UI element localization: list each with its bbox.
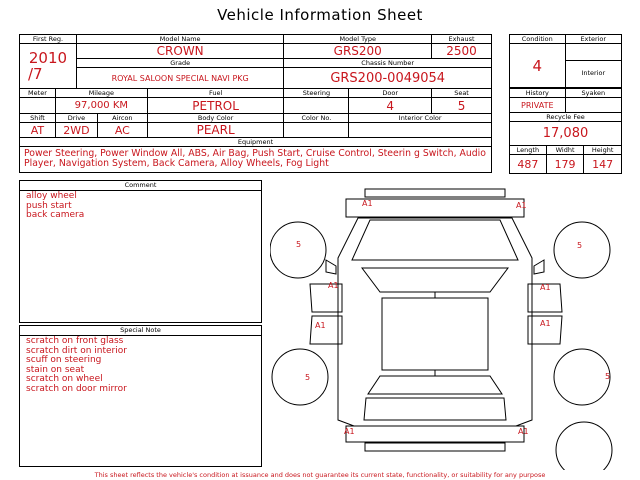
exhaust-value: 2500 xyxy=(432,44,492,59)
recycle-label: Recycle Fee xyxy=(510,113,622,122)
syaken-label: Syaken xyxy=(565,89,621,98)
note-item: scratch dirt on interior xyxy=(26,345,127,356)
rear-window-outline xyxy=(368,376,502,394)
damage-mark-5: 5 xyxy=(305,373,311,382)
steering-label: Steering xyxy=(284,89,349,98)
comment-label: Comment xyxy=(20,181,261,191)
recycle-value: 17,080 xyxy=(510,122,622,146)
length-value: 487 xyxy=(510,155,547,174)
history-table xyxy=(509,88,622,174)
spare-wheel-icon xyxy=(556,422,612,470)
meter-label: Meter xyxy=(20,89,56,98)
roof-outline xyxy=(382,298,488,370)
interior-color-label: Interior Color xyxy=(349,114,492,123)
model-name-value: CROWN xyxy=(76,44,283,59)
body-color-label: Body Color xyxy=(147,114,284,123)
wheel-front-left-icon xyxy=(270,222,326,278)
damage-mark-a1: A1 xyxy=(328,281,339,290)
damage-mark-a1: A1 xyxy=(540,319,551,328)
rear-bumper-outline xyxy=(346,426,524,442)
first-reg-month: /7 xyxy=(28,65,43,83)
wheel-front-right-icon xyxy=(554,222,610,278)
fuel-label: Fuel xyxy=(147,89,284,98)
chassis-label: Chassis Number xyxy=(284,59,492,68)
seat-value: 5 xyxy=(432,98,492,114)
damage-mark-5: 5 xyxy=(577,241,583,250)
condition-table xyxy=(509,34,622,88)
right-mirror-icon xyxy=(534,260,544,274)
note-item: scratch on wheel xyxy=(26,374,103,384)
special-note-list xyxy=(20,336,261,394)
damage-mark-a1: A1 xyxy=(344,427,355,436)
fuel-value: PETROL xyxy=(147,98,284,114)
damage-mark-a1: A1 xyxy=(518,427,529,436)
door-value: 4 xyxy=(349,98,432,114)
wheel-rear-right-icon xyxy=(554,349,610,405)
first-reg-label: First Reg. xyxy=(20,35,77,44)
width-label: Widht xyxy=(546,146,584,155)
note-item: scratch on door mirror xyxy=(26,383,127,394)
door-label: Door xyxy=(349,89,432,98)
damage-mark-a1: A1 xyxy=(540,283,551,292)
front-bumper-lower-outline xyxy=(346,199,524,217)
syaken-value xyxy=(565,98,621,113)
hood-outline xyxy=(352,220,518,260)
seat-label: Seat xyxy=(432,89,492,98)
model-type-value: GRS200 xyxy=(284,44,432,59)
disclaimer-footer: This sheet reflects the vehicle's condition at issuance and does not guarantee its current state, functionality, or suitability for any purpose xyxy=(94,471,546,479)
meter-value xyxy=(20,98,56,114)
damage-mark-5: 5 xyxy=(296,240,302,249)
drive-value: 2WD xyxy=(55,123,97,138)
windshield-outline xyxy=(362,268,508,292)
chassis-value: GRS200-0049054 xyxy=(284,68,492,89)
history-label: History xyxy=(510,89,566,98)
length-label: Length xyxy=(510,146,547,155)
note-item: scuff on steering xyxy=(26,355,102,365)
comment-item: alloy wheel xyxy=(26,191,77,201)
trunk-outline xyxy=(364,398,506,420)
shift-value: AT xyxy=(20,123,56,138)
wheel-rear-left-icon xyxy=(272,349,328,405)
sheet-title: Vehicle Information Sheet xyxy=(217,6,423,24)
condition-label: Condition xyxy=(510,35,566,44)
first-reg-year: 2010 xyxy=(28,49,68,67)
height-label: Height xyxy=(584,146,622,155)
equipment-box xyxy=(19,146,492,173)
damage-mark-a1: A1 xyxy=(516,201,527,210)
comment-box xyxy=(19,180,262,323)
comment-item: push start xyxy=(26,200,72,211)
note-item: stain on seat xyxy=(26,364,85,375)
rear-bumper-lower-outline xyxy=(365,443,505,451)
body-color-value: PEARL xyxy=(147,123,284,138)
note-item: scratch on front glass xyxy=(26,336,124,346)
grade-value: ROYAL SALOON SPECIAL NAVI PKG xyxy=(76,68,283,89)
steering-value xyxy=(284,98,349,114)
model-name-label: Model Name xyxy=(76,35,283,44)
exhaust-label: Exhaust xyxy=(432,35,492,44)
interior-color-value xyxy=(349,123,492,138)
specs-table xyxy=(19,88,492,147)
mileage-value: 97,000 KM xyxy=(55,98,147,114)
drive-label: Drive xyxy=(55,114,97,123)
first-reg-value xyxy=(20,44,77,89)
car-damage-diagram xyxy=(270,180,622,470)
model-type-label: Model Type xyxy=(284,35,432,44)
shift-label: Shift xyxy=(20,114,56,123)
aircon-label: Aircon xyxy=(97,114,147,123)
damage-mark-a1: A1 xyxy=(362,199,373,208)
damage-mark-a1: A1 xyxy=(315,321,326,330)
history-value: PRIVATE xyxy=(510,98,566,113)
aircon-value: AC xyxy=(97,123,147,138)
special-note-label: Special Note xyxy=(20,326,261,336)
equipment-value: Power Steering, Power Window All, ABS, Air Bag, Push Start, Cruise Control, Steerin g Switch, Audio Player, Navigation System, Back Camera, Alloy Wheels, Fog Light xyxy=(24,148,486,169)
interior-label: Interior xyxy=(565,61,621,88)
left-mirror-icon xyxy=(326,260,336,274)
special-note-box xyxy=(19,325,262,467)
color-no-value xyxy=(284,123,349,138)
car-body-outline xyxy=(338,218,532,426)
comment-list xyxy=(20,191,261,221)
color-no-label: Color No. xyxy=(284,114,349,123)
grade-label: Grade xyxy=(76,59,283,68)
mileage-label: Mileage xyxy=(55,89,147,98)
header-table xyxy=(19,34,492,89)
exterior-label: Exterior xyxy=(565,35,621,44)
width-value: 179 xyxy=(546,155,584,174)
damage-mark-5: 5 xyxy=(605,372,611,381)
exterior-value xyxy=(565,44,621,61)
condition-value: 4 xyxy=(510,44,566,88)
height-value: 147 xyxy=(584,155,622,174)
equipment-label: Equipment xyxy=(20,138,492,147)
front-bumper-outline xyxy=(365,189,505,197)
comment-item: back camera xyxy=(26,210,85,220)
